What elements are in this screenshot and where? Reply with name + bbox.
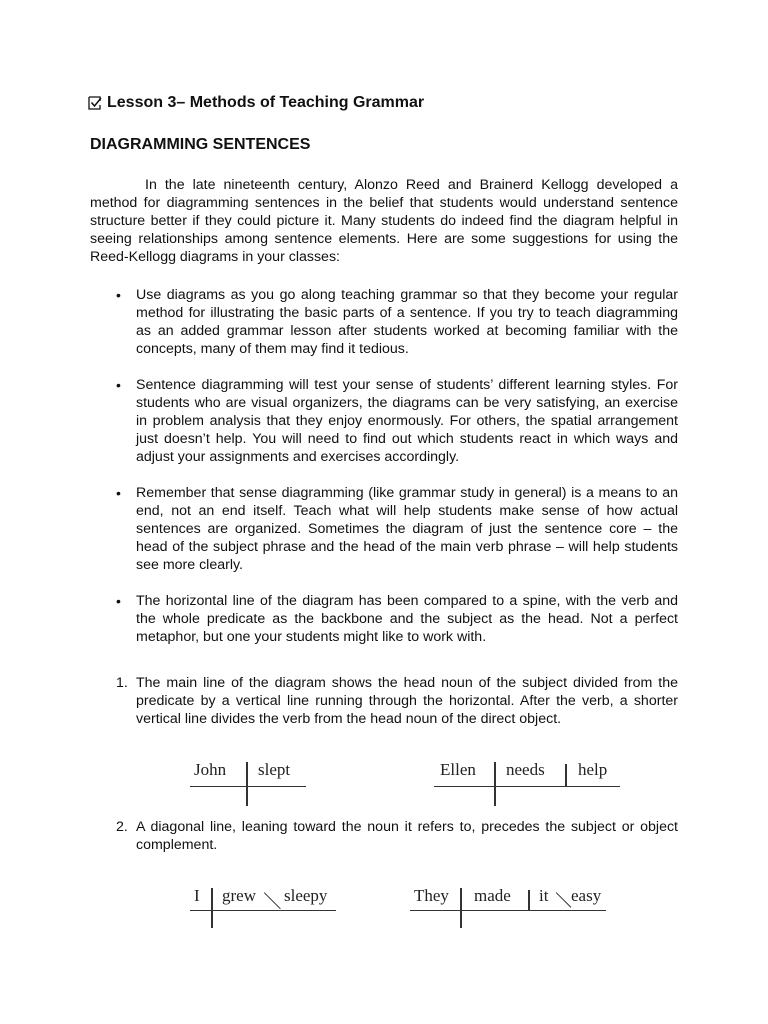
diagram-baseline (190, 786, 306, 787)
list-item-text: Remember that sense diagramming (like grammar study in general) is a means to an end, not an end itself. Teach what will help students make sense of how actual sentences are organized. Sometimes the diagram of just the sentence core – the head of the subject phrase and the head of the main verb phrase – will help students see more clearly. (136, 485, 678, 573)
verb-object-divider (528, 890, 530, 910)
lesson-title: Methods of Teaching Grammar (189, 94, 425, 111)
diagram-verb: made (474, 886, 511, 905)
subject-verb-divider (211, 888, 213, 928)
verb-object-divider (565, 764, 567, 786)
lesson-header (88, 94, 424, 112)
numbered-item-text: The main line of the diagram shows the head noun of the subject divided from the predicate by a vertical line running through the horizontal. After the verb, a shorter vertical line divides the verb from the head noun of the direct object. (136, 675, 678, 727)
list-item-text: The horizontal line of the diagram has been compared to a spine, with the verb and the whole predicate as the backbone and the subject as the head. Not a perfect metaphor, but one your students might like to work with. (136, 593, 678, 645)
subject-verb-divider (246, 762, 248, 806)
diagram-subject: Ellen (440, 760, 476, 779)
bullet-icon: • (116, 593, 121, 609)
complement-diagonal (264, 892, 281, 909)
bullet-icon: • (116, 287, 121, 303)
diagram-object: help (578, 760, 608, 779)
sentence-diagram-ellen-needs-help (434, 760, 624, 810)
numbered-item (90, 818, 678, 854)
sentence-diagram-they-made-it-easy (410, 886, 610, 932)
diagram-object: it (539, 886, 549, 905)
sentence-diagram-john-slept (190, 760, 310, 810)
lesson-label: Lesson 3 (107, 94, 177, 111)
section-heading: DIAGRAMMING SENTENCES (90, 136, 311, 153)
list-item (90, 286, 678, 358)
diagram-verb: slept (258, 760, 291, 779)
list-item-text: Sentence diagramming will test your sense of students’ different learning styles. For students who are visual organizers, the diagrams can be very satisfying, an exercise in problem analysis that they enjoy enormously. For others, the spatial arrangement just doesn’t help. You will need to find out which students react in which ways and adjust your assignments and exercises accordingly. (136, 377, 678, 465)
bullet-icon: • (116, 485, 121, 501)
diagram-subject: I (194, 886, 200, 905)
list-item (90, 484, 678, 574)
diagram-subject: They (414, 886, 449, 905)
item-number: 2. (116, 819, 128, 835)
numbered-item (90, 674, 678, 728)
list-item-text: Use diagrams as you go along teaching grammar so that they become your regular method for illustrating the basic parts of a sentence. If you try to teach diagramming as an added grammar lesson after students worked at becoming familiar with the concepts, many of them may find it tedious. (136, 287, 678, 357)
subject-verb-divider (460, 888, 462, 928)
bullet-icon: • (116, 377, 121, 393)
lesson-dash: – (176, 94, 186, 111)
diagram-complement: sleepy (284, 886, 328, 905)
list-item (90, 592, 678, 646)
list-item (90, 376, 678, 466)
numbered-item-text: A diagonal line, leaning toward the noun it refers to, precedes the subject or object complement. (136, 819, 678, 853)
checkbox-check-icon (88, 96, 102, 110)
diagram-complement: easy (571, 886, 602, 905)
subject-verb-divider (494, 762, 496, 806)
diagram-baseline (410, 910, 606, 911)
complement-diagonal (556, 892, 572, 908)
sentence-diagram-i-grew-sleepy (190, 886, 340, 932)
diagram-verb: needs (506, 760, 545, 779)
diagram-subject: John (194, 760, 227, 779)
item-number: 1. (116, 675, 128, 691)
diagram-verb: grew (222, 886, 256, 905)
intro-paragraph: In the late nineteenth century, Alonzo Reed and Brainerd Kellogg developed a method for diagramming sentences in the belief that students would understand sentence structure better if they could picture it. Many students do indeed find the diagram helpful in seeing relationships among sentence elements. Here are some suggestions for using the Reed-Kellogg diagrams in your classes: (90, 177, 678, 265)
diagram-baseline (434, 786, 620, 787)
